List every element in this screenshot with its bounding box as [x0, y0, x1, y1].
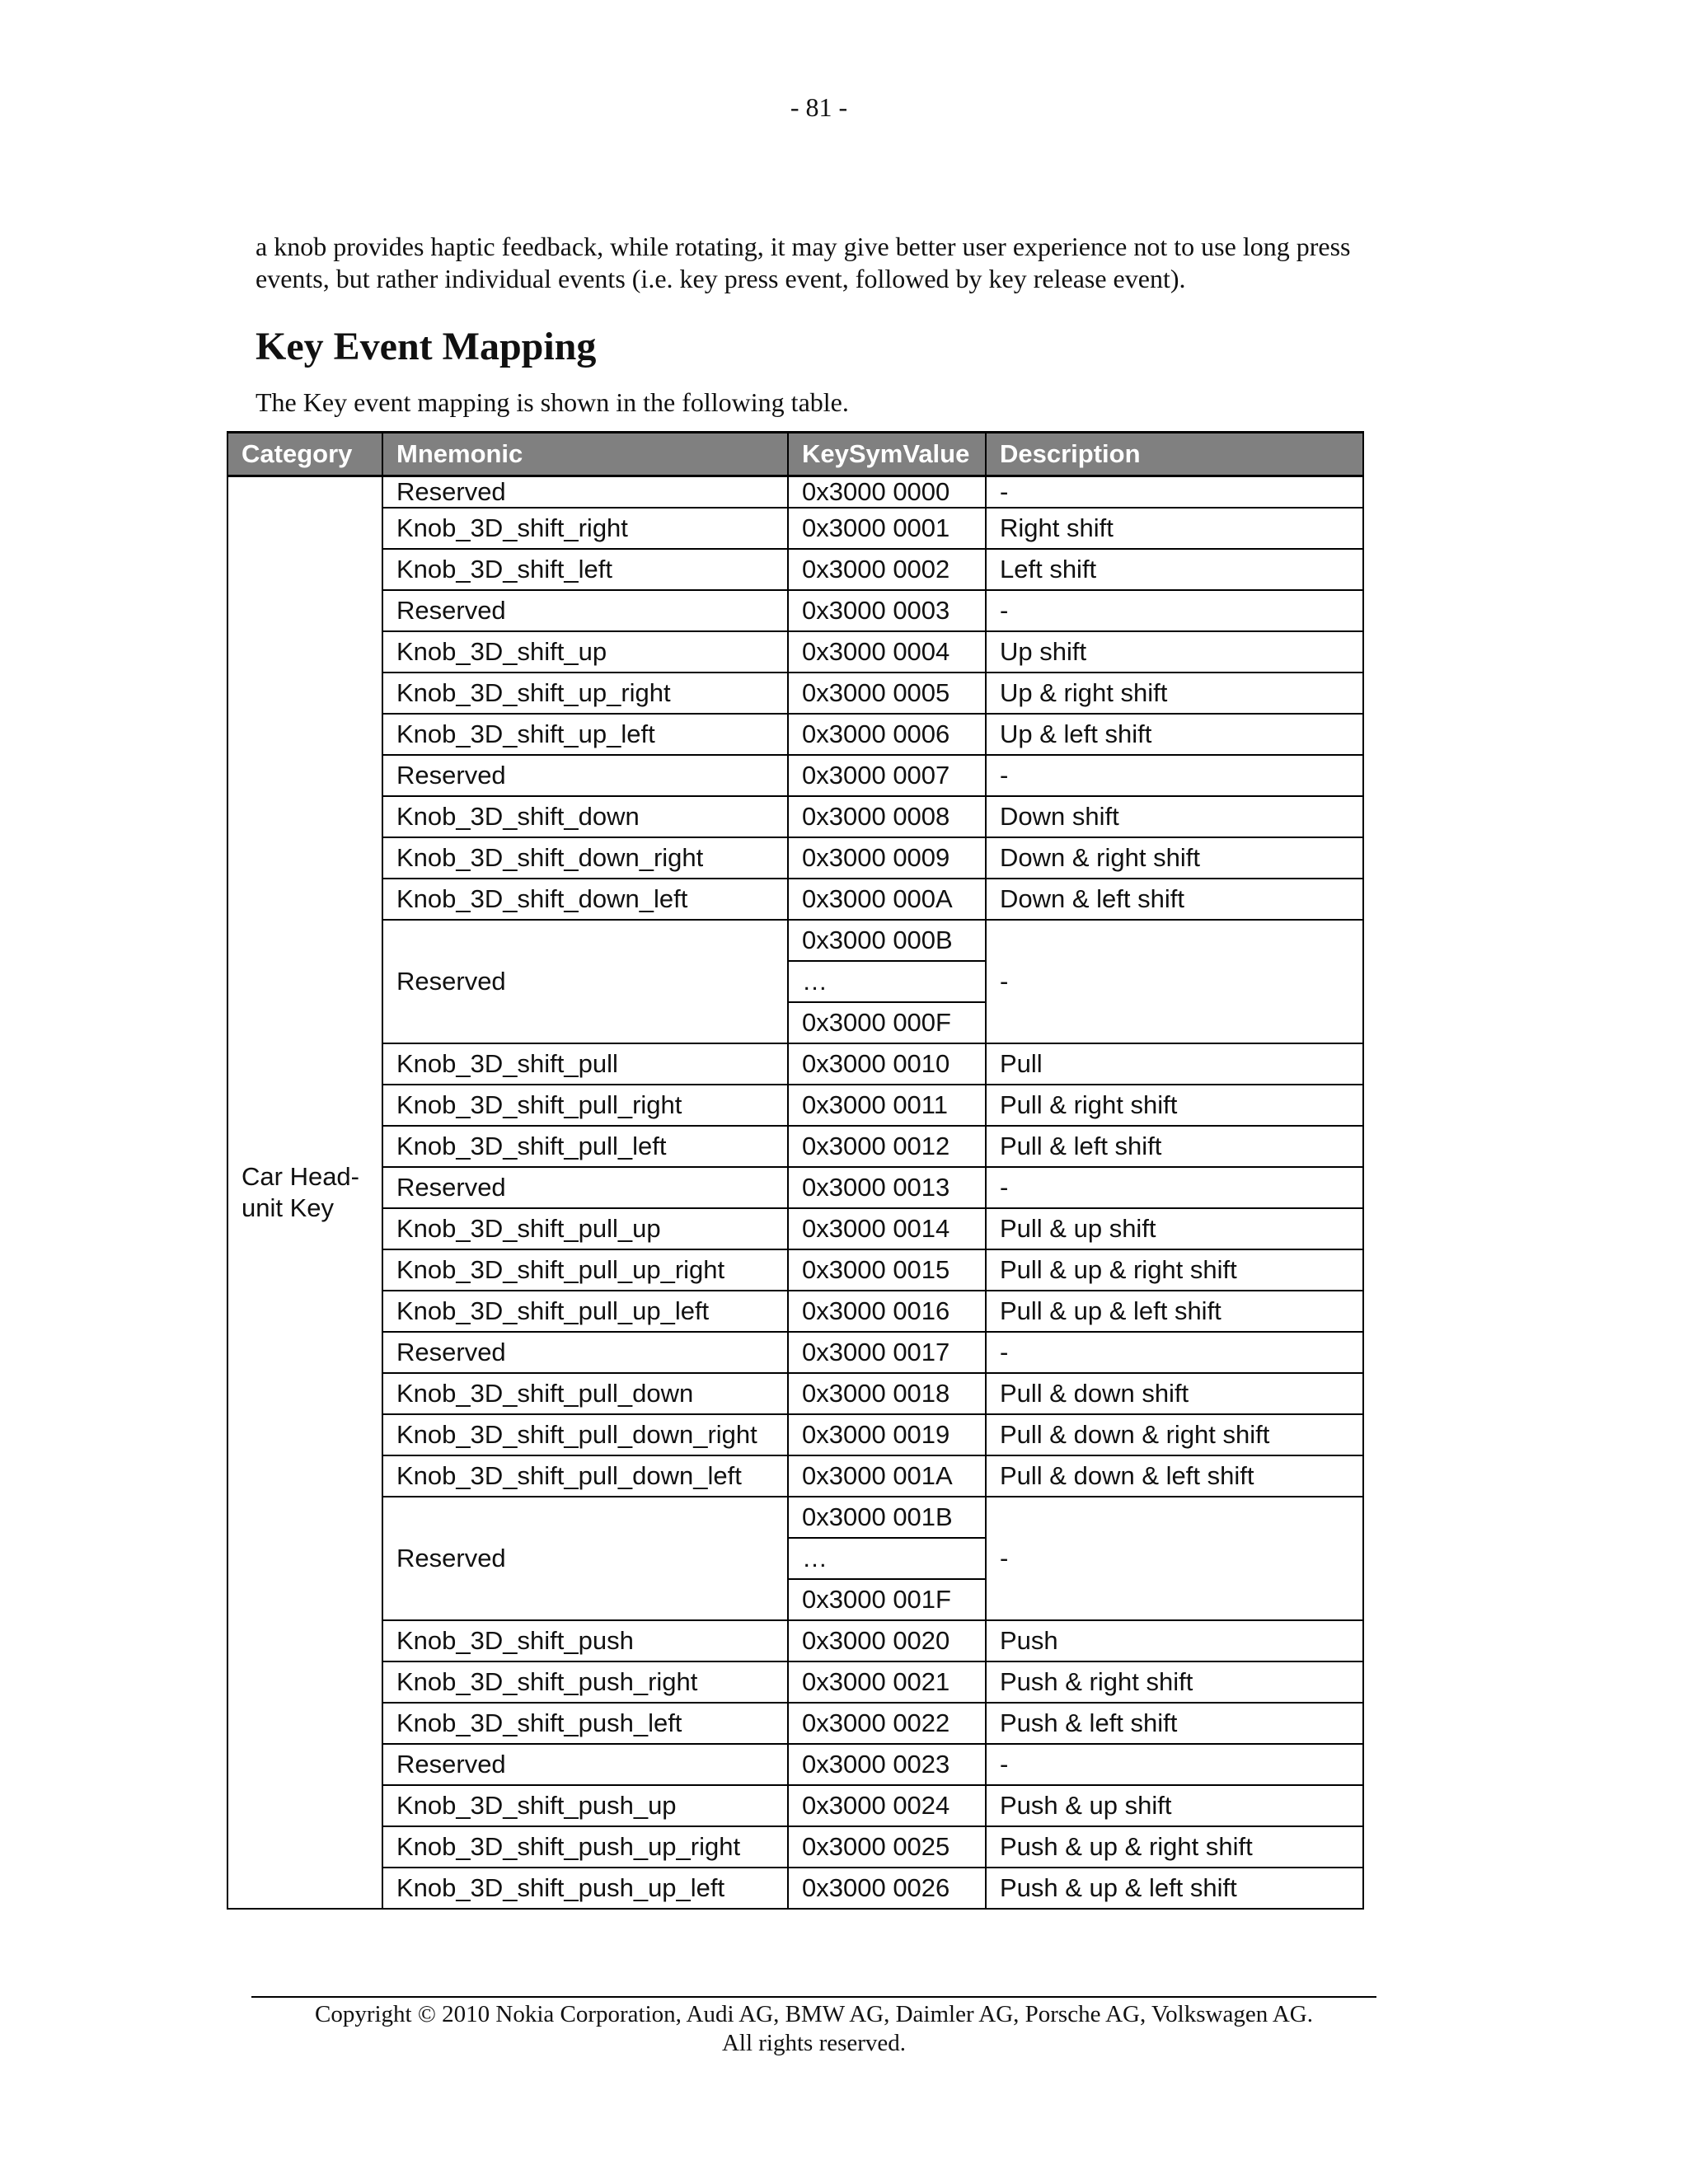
table-row [227, 1291, 1363, 1332]
description-cell: Pull & left shift [986, 1126, 1363, 1167]
table-row [227, 796, 1363, 837]
table-row [227, 1868, 1363, 1909]
description-cell: - [986, 1167, 1363, 1208]
table-row [227, 837, 1363, 879]
description-cell: - [986, 755, 1363, 796]
mnemonic-cell: Knob_3D_shift_pull_left [382, 1126, 788, 1167]
table-row [227, 1661, 1363, 1703]
description-cell: Push & up & right shift [986, 1826, 1363, 1868]
description-cell: Pull & up & right shift [986, 1249, 1363, 1291]
table-row [227, 879, 1363, 920]
mnemonic-cell: Knob_3D_shift_down_left [382, 879, 788, 920]
mnemonic-cell: Reserved [382, 755, 788, 796]
footer-divider [251, 1996, 1376, 1998]
mnemonic-cell: Knob_3D_shift_push_right [382, 1661, 788, 1703]
mnemonic-cell: Knob_3D_shift_left [382, 549, 788, 590]
mnemonic-cell: Knob_3D_shift_pull_up [382, 1208, 788, 1249]
mnemonic-cell: Knob_3D_shift_down [382, 796, 788, 837]
category-cell: Car Head-unit Key [227, 476, 382, 1910]
table-row [227, 590, 1363, 631]
keysym-cell: 0x3000 0026 [788, 1868, 986, 1909]
mnemonic-cell: Reserved [382, 1497, 788, 1620]
table-row [227, 1085, 1363, 1126]
keysym-cell: 0x3000 001F [788, 1579, 986, 1620]
mnemonic-cell: Knob_3D_shift_pull_down_right [382, 1414, 788, 1455]
table-row [227, 714, 1363, 755]
table-row [227, 1826, 1363, 1868]
mnemonic-cell: Knob_3D_shift_down_right [382, 837, 788, 879]
keysym-cell: 0x3000 0012 [788, 1126, 986, 1167]
description-cell: Pull & up shift [986, 1208, 1363, 1249]
description-cell: - [986, 590, 1363, 631]
table-row [227, 1455, 1363, 1497]
keysym-cell: 0x3000 0002 [788, 549, 986, 590]
rights-text: All rights reserved. [721, 2030, 907, 2056]
keysym-cell: 0x3000 0022 [788, 1703, 986, 1744]
description-cell: Down shift [986, 796, 1363, 837]
description-cell: Pull & up & left shift [986, 1291, 1363, 1332]
keysym-cell: 0x3000 0006 [788, 714, 986, 755]
description-cell: - [986, 1744, 1363, 1785]
description-cell: Up shift [986, 631, 1363, 673]
mnemonic-cell: Knob_3D_shift_push_left [382, 1703, 788, 1744]
header-keysymvalue: KeySymValue [788, 433, 986, 476]
keysym-cell: 0x3000 000F [788, 1002, 986, 1043]
table-lead-text: The Key event mapping is shown in the following table. [256, 387, 849, 417]
description-cell: Pull [986, 1043, 1363, 1085]
keysym-cell: 0x3000 0000 [788, 476, 986, 509]
mnemonic-cell: Knob_3D_shift_right [382, 508, 788, 549]
table-row [227, 1497, 1363, 1538]
table-row [227, 1249, 1363, 1291]
keysym-cell: 0x3000 0004 [788, 631, 986, 673]
keysym-cell: 0x3000 0023 [788, 1744, 986, 1785]
keysym-cell: 0x3000 0005 [788, 673, 986, 714]
description-cell: - [986, 476, 1363, 509]
description-cell: Down & right shift [986, 837, 1363, 879]
table-row [227, 1620, 1363, 1661]
table-row [227, 1167, 1363, 1208]
description-cell: Pull & down shift [986, 1373, 1363, 1414]
keysym-cell: 0x3000 0018 [788, 1373, 986, 1414]
keysym-cell: … [788, 961, 986, 1002]
copyright-text: Copyright © 2010 Nokia Corporation, Audi AG, BMW AG, Daimler AG, Porsche AG, Volkswagen AG. [314, 2001, 1313, 2027]
keysym-cell: 0x3000 0015 [788, 1249, 986, 1291]
table-body [227, 476, 1363, 1910]
description-cell: Left shift [986, 549, 1363, 590]
description-cell: Push [986, 1620, 1363, 1661]
table-row [227, 508, 1363, 549]
mnemonic-cell: Reserved [382, 590, 788, 631]
table-row [227, 631, 1363, 673]
mnemonic-cell: Knob_3D_shift_pull_right [382, 1085, 788, 1126]
keysym-cell: 0x3000 0007 [788, 755, 986, 796]
mnemonic-cell: Reserved [382, 1332, 788, 1373]
description-cell: Up & right shift [986, 673, 1363, 714]
mnemonic-cell: Knob_3D_shift_up_right [382, 673, 788, 714]
description-cell: - [986, 920, 1363, 1043]
table-header-row [227, 433, 1363, 476]
mnemonic-cell: Knob_3D_shift_push_up_left [382, 1868, 788, 1909]
keysym-cell: 0x3000 0021 [788, 1661, 986, 1703]
keysym-cell: 0x3000 0011 [788, 1085, 986, 1126]
mnemonic-cell: Knob_3D_shift_up_left [382, 714, 788, 755]
footer [251, 2000, 1376, 2058]
mnemonic-cell: Reserved [382, 476, 788, 509]
table-row [227, 1373, 1363, 1414]
mnemonic-cell: Knob_3D_shift_pull_down [382, 1373, 788, 1414]
keysym-cell: 0x3000 001B [788, 1497, 986, 1538]
description-cell: Push & left shift [986, 1703, 1363, 1744]
mnemonic-cell: Knob_3D_shift_up [382, 631, 788, 673]
keysym-cell: 0x3000 0003 [788, 590, 986, 631]
table-row [227, 1785, 1363, 1826]
keysym-cell: 0x3000 0008 [788, 796, 986, 837]
mnemonic-cell: Knob_3D_shift_push_up [382, 1785, 788, 1826]
keysym-cell: 0x3000 0010 [788, 1043, 986, 1085]
keysym-cell: 0x3000 0014 [788, 1208, 986, 1249]
table-row [227, 1414, 1363, 1455]
description-cell: Pull & right shift [986, 1085, 1363, 1126]
table-row [227, 1043, 1363, 1085]
keysym-cell: … [788, 1538, 986, 1579]
description-cell: Down & left shift [986, 879, 1363, 920]
table-row [227, 1332, 1363, 1373]
description-cell: Push & up shift [986, 1785, 1363, 1826]
description-cell: - [986, 1497, 1363, 1620]
table-row [227, 549, 1363, 590]
table-row [227, 1126, 1363, 1167]
mnemonic-cell: Reserved [382, 920, 788, 1043]
key-event-mapping-table [227, 431, 1364, 1910]
table-row [227, 1744, 1363, 1785]
keysym-cell: 0x3000 0013 [788, 1167, 986, 1208]
mnemonic-cell: Knob_3D_shift_pull_up_left [382, 1291, 788, 1332]
keysym-cell: 0x3000 000A [788, 879, 986, 920]
mnemonic-cell: Knob_3D_shift_pull_down_left [382, 1455, 788, 1497]
section-heading: Key Event Mapping [256, 325, 597, 368]
table-row [227, 755, 1363, 796]
keysym-cell: 0x3000 0024 [788, 1785, 986, 1826]
keysym-cell: 0x3000 0016 [788, 1291, 986, 1332]
keysym-cell: 0x3000 0017 [788, 1332, 986, 1373]
mnemonic-cell: Reserved [382, 1167, 788, 1208]
keysym-cell: 0x3000 000B [788, 920, 986, 961]
mnemonic-cell: Knob_3D_shift_pull [382, 1043, 788, 1085]
table-row [227, 1703, 1363, 1744]
keysym-cell: 0x3000 0019 [788, 1414, 986, 1455]
keysym-cell: 0x3000 001A [788, 1455, 986, 1497]
page-number: - 81 - [790, 92, 848, 122]
description-cell: Up & left shift [986, 714, 1363, 755]
keysym-cell: 0x3000 0020 [788, 1620, 986, 1661]
keysym-cell: 0x3000 0001 [788, 508, 986, 549]
description-cell: Push & right shift [986, 1661, 1363, 1703]
header-category: Category [227, 433, 382, 476]
table-row [227, 1208, 1363, 1249]
keysym-cell: 0x3000 0025 [788, 1826, 986, 1868]
header-mnemonic: Mnemonic [382, 433, 788, 476]
description-cell: Push & up & left shift [986, 1868, 1363, 1909]
description-cell: Pull & down & right shift [986, 1414, 1363, 1455]
mnemonic-cell: Knob_3D_shift_push_up_right [382, 1826, 788, 1868]
table-row [227, 673, 1363, 714]
table-row [227, 476, 1363, 509]
keysym-cell: 0x3000 0009 [788, 837, 986, 879]
description-cell: - [986, 1332, 1363, 1373]
table-row [227, 920, 1363, 961]
header-description: Description [986, 433, 1363, 476]
mnemonic-cell: Knob_3D_shift_push [382, 1620, 788, 1661]
description-cell: Pull & down & left shift [986, 1455, 1363, 1497]
mnemonic-cell: Reserved [382, 1744, 788, 1785]
intro-paragraph: a knob provides haptic feedback, while rotating, it may give better user experience not to use long press events, but rather individual events (i.e. key press event, followed by key release event). [256, 232, 1351, 293]
mnemonic-cell: Knob_3D_shift_pull_up_right [382, 1249, 788, 1291]
description-cell: Right shift [986, 508, 1363, 549]
